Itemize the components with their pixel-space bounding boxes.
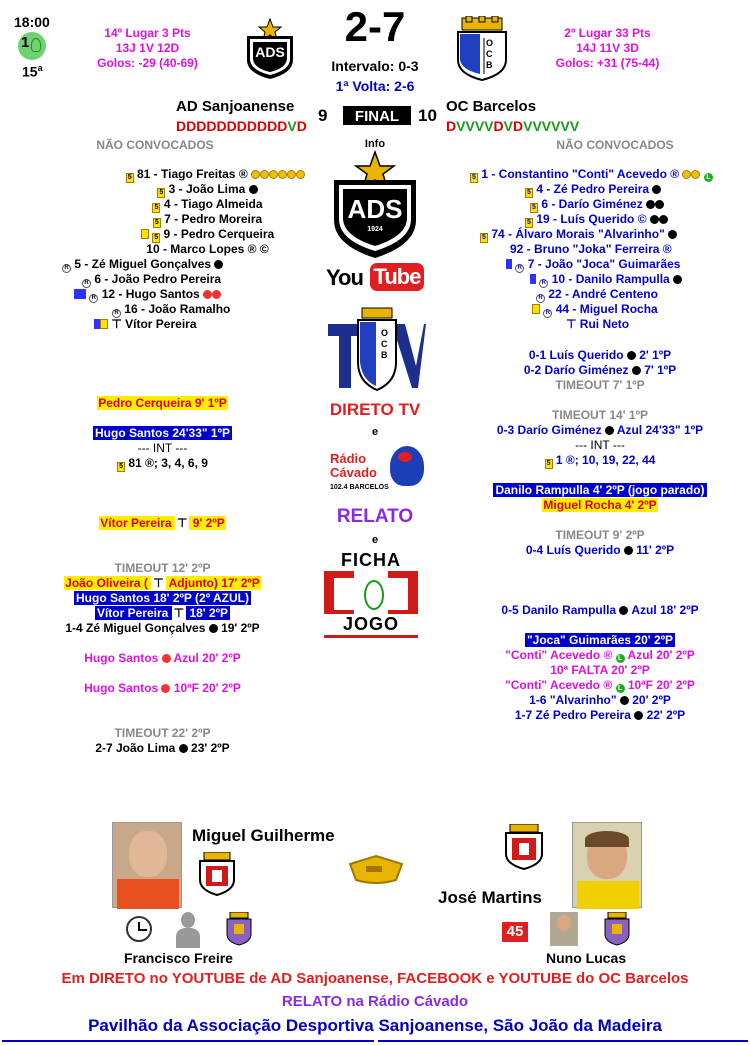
radio-cavado-logo[interactable]: Rádio Cávado 102.4 BARCELOS bbox=[328, 446, 428, 504]
divider bbox=[2, 1040, 374, 1042]
venue[interactable]: Pavilhão da Associação Desportiva Sanjoanense, São João da Madeira bbox=[88, 1016, 662, 1035]
home-goal: 1-4 Zé Miguel Gonçalves 19' 2ºP bbox=[65, 621, 260, 635]
list-item: 5 74 - Álvaro Morais "Alvarinho" bbox=[450, 227, 750, 242]
list-item: 5 9 - Pedro Cerqueira bbox=[20, 227, 305, 242]
scorer-name: Nuno Lucas bbox=[546, 950, 627, 966]
list-item: R 12 - Hugo Santos bbox=[20, 287, 305, 302]
whistle-icon bbox=[346, 852, 406, 888]
home-position: 9 bbox=[318, 106, 328, 125]
kickoff-time: 18:00 bbox=[14, 14, 50, 30]
away-event: "Joca" Guimarães 20' 2ºP bbox=[526, 633, 674, 647]
away-goal: 0-1 Luís Querido 2' 1ºP bbox=[528, 348, 672, 362]
list-item: 92 - Bruno "Joka" Ferreira ® bbox=[510, 242, 672, 256]
scorer-photo bbox=[550, 912, 578, 946]
tv-logo-text: O C B bbox=[381, 328, 389, 360]
city-crest-icon bbox=[226, 912, 252, 946]
list-item: 5 4 - Tiago Almeida bbox=[20, 197, 305, 212]
home-roster bbox=[20, 167, 305, 332]
final-score: 2-7 bbox=[344, 3, 406, 50]
away-goal: 0-3 Darío Giménez Azul 24'33" 1ºP bbox=[496, 423, 704, 437]
direto-tv-label[interactable]: DIRETO TV bbox=[329, 400, 421, 419]
home-goal: 2-7 João Lima 23' 2ºP bbox=[95, 741, 230, 755]
relato-label[interactable]: RELATO bbox=[336, 506, 414, 527]
away-goal: 1-6 "Alvarinho" 20' 2ºP bbox=[529, 693, 671, 707]
home-crest-large: ADS 1924 bbox=[328, 150, 422, 260]
youtube-logo[interactable]: You Tube bbox=[326, 263, 424, 293]
list-item: R 5 - Zé Miguel Gonçalves bbox=[20, 257, 305, 272]
list-item: R 10 - Danilo Rampulla bbox=[450, 272, 750, 287]
away-crest-text: O C B bbox=[486, 38, 494, 70]
away-form: DVVVVDVDVVVVVV bbox=[446, 118, 580, 134]
away-team-name[interactable]: OC Barcelos bbox=[446, 98, 537, 115]
list-item: 5 6 - Darío Giménez bbox=[450, 197, 750, 212]
youtube-tube: Tube bbox=[370, 263, 424, 291]
away-roster bbox=[450, 167, 750, 332]
referee2-name: José Martins bbox=[438, 888, 542, 907]
city-crest-icon-2 bbox=[604, 912, 630, 946]
home-event: Pedro Cerqueira 9' 1ºP bbox=[98, 396, 227, 410]
away-event: "Conti" Acevedo ® L 10ªF 20' 2ºP bbox=[505, 678, 695, 692]
away-events: 0-1 Luís Querido 2' 1ºP 0-2 Darío Giménez 7' 1ºP TIMEOUT 7' 1ºP TIMEOUT 14' 1ºP 0-3 Darío Giménez Azul 24'33" 1ºP --- INT --- 5 1 ®; 10, 19, 22, 44 Danilo Rampulla 4' 2ºP (jogo parado) Miguel Rocha 4' 2ºP TIMEOUT 9' 2ºP 0-4 Luís Querido 11' 2ºP 0-5 Danilo Rampulla Azul 18' 2ºP "Joca" Guimarães 20' 2ºP "Conti" Acevedo ® L Azul 20' 2ºP 10ª FALTA 20' 2ºP "Conti" Acevedo ® L 10ªF 20' 2ºP 1-6 "Alvarinho" 20' 2ºP 1-7 Zé Pedro Pereira 22' 2ºP bbox=[450, 348, 750, 723]
final-badge: FINAL bbox=[343, 106, 411, 125]
scorer-badge: 45 bbox=[502, 922, 528, 942]
half-time-score: Intervalo: 0-3 bbox=[331, 58, 419, 74]
broadcast-info: Em DIRETO no YOUTUBE de AD Sanjoanense, FACEBOOK e YOUTUBE do OC Barcelos bbox=[61, 970, 689, 987]
ficha-jogo-logo[interactable]: FICHA JOGO bbox=[324, 550, 418, 638]
jornada-number: 1 bbox=[21, 34, 30, 51]
home-event: Vítor Pereira ⊤ 18' 2ºP bbox=[96, 606, 229, 620]
home-event: João Oliveira ( ⊤ Adjunto) 17' 2ºP bbox=[65, 576, 260, 590]
list-item: R 16 - João Ramalho bbox=[20, 302, 305, 317]
timekeeper-name: Francisco Freire bbox=[124, 950, 233, 966]
person-silhouette-icon bbox=[176, 912, 200, 948]
list-item: 5 3 - João Lima bbox=[20, 182, 305, 197]
home-events: Pedro Cerqueira 9' 1ºP Hugo Santos 24'33" 1ºP --- INT --- 5 81 ®; 3, 4, 6, 9 bbox=[20, 396, 305, 471]
jornada-badge bbox=[18, 32, 46, 60]
radio-info: RELATO na Rádio Cávado bbox=[281, 993, 469, 1010]
away-event: Danilo Rampulla 4' 2ºP (jogo parado) bbox=[495, 483, 705, 497]
info-link[interactable]: Info bbox=[364, 138, 386, 150]
away-event: "Conti" Acevedo ® L Azul 20' 2ºP bbox=[505, 648, 695, 662]
referee2-photo bbox=[572, 822, 642, 908]
away-position: 10 bbox=[418, 106, 437, 125]
home-event: Vítor Pereira ⊤ 9' 2ºP bbox=[100, 516, 225, 530]
home-event: Hugo Santos 24'33" 1ºP bbox=[95, 426, 230, 440]
list-item: 5 19 - Luís Querido © bbox=[450, 212, 750, 227]
list-item: R 6 - João Pedro Pereira bbox=[20, 272, 305, 287]
home-events-2: Vítor Pereira ⊤ 9' 2ºP TIMEOUT 12' 2ºP João Oliveira ( ⊤ Adjunto) 17' 2ºP Hugo Santos 18' 2ºP (2º AZUL) Vítor Pereira ⊤ 18' 2ºP 1-4 Zé Miguel Gonçalves 19' 2ºP Hugo Santos Azul 20' 2ºP Hugo Santos 10ªF 20' 2ºP TIMEOUT 22' 2ºP 2-7 João Lima 23' 2ºP bbox=[20, 516, 305, 756]
not-called-away: NÃO CONVOCADOS bbox=[556, 138, 674, 152]
list-item: R 7 - João "Joca" Guimarães bbox=[450, 257, 750, 272]
list-item: 5 1 - Constantino "Conti" Acevedo ® L bbox=[450, 167, 750, 182]
referee1-photo bbox=[112, 822, 182, 908]
home-form: DDDDDDDDDDDVD bbox=[176, 118, 307, 134]
and-label: e bbox=[371, 426, 379, 438]
list-item: 5 4 - Zé Pedro Pereira bbox=[450, 182, 750, 197]
away-goal: 0-5 Danilo Rampulla Azul 18' 2ºP bbox=[501, 603, 699, 617]
player-icon bbox=[31, 38, 41, 52]
referee1-name: Miguel Guilherme bbox=[192, 826, 335, 845]
list-item: 5 7 - Pedro Moreira bbox=[20, 212, 305, 227]
association-crest-icon-2 bbox=[504, 824, 544, 870]
list-item: 10 - Marco Lopes ® © bbox=[146, 242, 269, 256]
divider bbox=[378, 1040, 748, 1042]
and-label-2: e bbox=[371, 534, 379, 546]
association-crest-icon bbox=[198, 852, 236, 896]
home-event: Hugo Santos 18' 2ºP (2º AZUL) bbox=[76, 591, 249, 605]
list-item: R 22 - André Centeno bbox=[450, 287, 750, 302]
list-item: R 44 - Miguel Rocha bbox=[450, 302, 750, 317]
not-called-home: NÃO CONVOCADOS bbox=[96, 138, 214, 152]
home-stats: 14º Lugar 3 Pts 13J 1V 12D Golos: -29 (40-69) bbox=[97, 26, 198, 70]
away-goal: 0-2 Darío Giménez 7' 1ºP bbox=[523, 363, 677, 377]
clock-icon bbox=[126, 916, 152, 942]
list-item: ⊤ Vítor Pereira bbox=[20, 317, 305, 332]
away-event: 5 1 ®; 10, 19, 22, 44 bbox=[450, 453, 750, 468]
list-item: ⊤ Rui Neto bbox=[566, 317, 630, 331]
home-event: Hugo Santos Azul 20' 2ºP bbox=[84, 651, 241, 665]
away-goal: 1-7 Zé Pedro Pereira 22' 2ºP bbox=[514, 708, 686, 722]
away-stats: 2º Lugar 33 Pts 14J 11V 3D Golos: +31 (75-44) bbox=[555, 26, 660, 70]
tv-logo[interactable] bbox=[326, 306, 426, 394]
home-event: Hugo Santos 10ªF 20' 2ºP bbox=[84, 681, 241, 695]
jornada-total: 15$^a$ bbox=[22, 63, 43, 80]
list-item: 5 81 - Tiago Freitas ® bbox=[20, 167, 305, 182]
away-event: Miguel Rocha 4' 2ºP bbox=[543, 498, 657, 512]
home-team-name[interactable]: AD Sanjoanense bbox=[176, 98, 295, 115]
first-leg-score: 1ª Volta: 2-6 bbox=[335, 78, 415, 94]
home-event: 5 81 ®; 3, 4, 6, 9 bbox=[20, 456, 305, 471]
away-goal: 0-4 Luís Querido 11' 2ºP bbox=[525, 543, 675, 557]
home-crest: ADS bbox=[243, 18, 297, 80]
away-crest bbox=[454, 16, 510, 82]
